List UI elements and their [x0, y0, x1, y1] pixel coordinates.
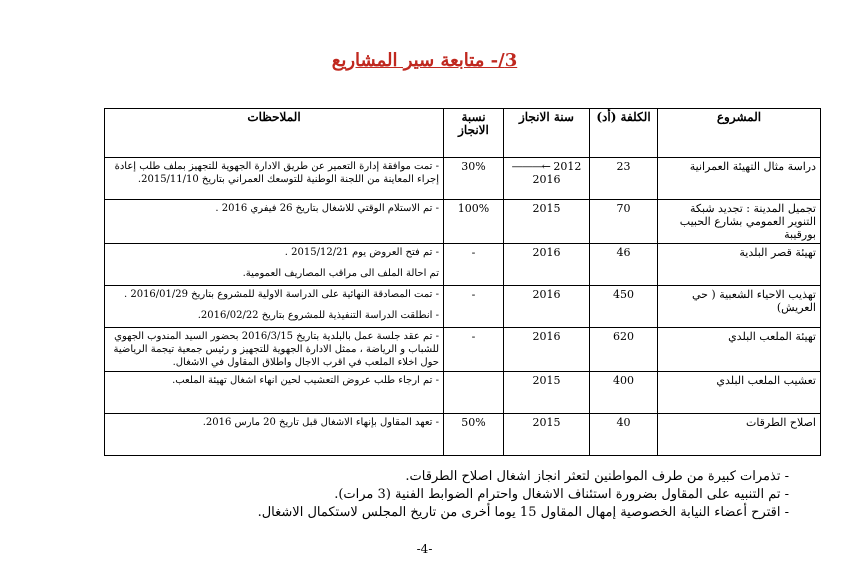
- project-rate: 30%: [444, 158, 504, 200]
- project-rate: [444, 372, 504, 414]
- project-year: 2016: [504, 244, 590, 286]
- projects-table: [104, 108, 821, 456]
- footer-note: - اقترح أعضاء النيابة الخصوصية إمهال المقاول 15 يوما أخرى من تاريخ المجلس لاستكمال الاشغال.: [257, 505, 789, 520]
- project-year: 2015: [504, 414, 590, 456]
- table-row: [105, 158, 821, 200]
- project-notes: - تم ارجاء طلب عروض التعشيب لحين انهاء اشغال تهيئة الملعب.: [105, 372, 444, 414]
- footer-note: - تذمرات كبيرة من طرف المواطنين لتعثر انجاز اشغال اصلاح الطرقات.: [405, 469, 789, 484]
- project-name: تهيئة قصر البلدية: [658, 244, 821, 286]
- project-notes: - تم عقد جلسة عمل بالبلدية بتاريخ 2016/3/15 بحضور السيد المندوب الجهوي للشباب و الرياضة ، ممثل الادارة الجهوية للتجهيز و رئيس جمعية تيجمة الرياضية حول اخلاء الملعب في اقرب الاجال واطلاق المقاول في الاشغال.: [105, 328, 444, 372]
- project-cost: 400: [590, 372, 658, 414]
- table-row: [105, 286, 821, 328]
- project-notes: - تم فتح العروض يوم 2015/12/21 . تم احالة الملف الى مراقب المصاريف العمومية.: [105, 244, 444, 286]
- table-row: [105, 244, 821, 286]
- footer-notes: [89, 468, 789, 522]
- project-year: 2015: [504, 372, 590, 414]
- project-name: دراسة مثال التهيئة العمرانية: [658, 158, 821, 200]
- project-name: تهيئة الملعب البلدي: [658, 328, 821, 372]
- project-rate: -: [444, 244, 504, 286]
- project-rate: 100%: [444, 200, 504, 244]
- project-year: 2012 ←——— 2016: [504, 158, 590, 200]
- header-notes: الملاحظات: [105, 109, 444, 158]
- project-rate: 50%: [444, 414, 504, 456]
- project-year: 2015: [504, 200, 590, 244]
- page-number: -4-: [416, 542, 433, 556]
- table-row: [105, 414, 821, 456]
- project-notes: - تمت موافقة إدارة التعمير عن طريق الادارة الجهوية للتجهيز بملف طلب إعادة إجراء المعاينة من اللجنة الوطنية للتوسعك العمراني بتاريخ 2015/11/10.: [105, 158, 444, 200]
- project-rate: -: [444, 286, 504, 328]
- project-year: 2016: [504, 286, 590, 328]
- project-notes: - تمت المصادقة النهائية على الدراسة الاولية للمشروع بتاريخ 2016/01/29 . - انطلقت الدراسة التنفيذية للمشروع بتاريخ 2016/02/22.: [105, 286, 444, 328]
- project-cost: 620: [590, 328, 658, 372]
- project-cost: 40: [590, 414, 658, 456]
- arrow-icon: ←———: [511, 160, 550, 173]
- project-notes: - تعهد المقاول بإنهاء الاشغال قبل تاريخ 20 مارس 2016.: [105, 414, 444, 456]
- table-row: [105, 328, 821, 372]
- table-row: [105, 200, 821, 244]
- project-year: 2016: [504, 328, 590, 372]
- project-cost: 70: [590, 200, 658, 244]
- project-name: تهذيب الاحياء الشعبية ( حي العريش): [658, 286, 821, 328]
- project-cost: 46: [590, 244, 658, 286]
- project-cost: 450: [590, 286, 658, 328]
- project-rate: -: [444, 328, 504, 372]
- header-project: المشروع: [658, 109, 821, 158]
- table-header-row: [105, 109, 821, 158]
- project-name: تعشيب الملعب البلدي: [658, 372, 821, 414]
- project-cost: 23: [590, 158, 658, 200]
- table-row: [105, 372, 821, 414]
- page-title: 3/- متابعة سير المشاريع: [331, 50, 518, 71]
- footer-note: - تم التنبيه على المقاول بضرورة استئناف الاشغال واحترام الضوابط الفنية (3 مرات).: [334, 487, 789, 502]
- project-notes: - تم الاستلام الوقتي للاشغال بتاريخ 26 فيفري 2016 .: [105, 200, 444, 244]
- header-rate: نسبة الانجاز: [444, 109, 504, 158]
- header-year: سنة الانجاز: [504, 109, 590, 158]
- project-name: تجميل المدينة : تجديد شبكة التنوير العمومي بشارع الحبيب بورقيبة: [658, 200, 821, 244]
- header-cost: الكلفة (أد): [590, 109, 658, 158]
- project-name: اصلاح الطرقات: [658, 414, 821, 456]
